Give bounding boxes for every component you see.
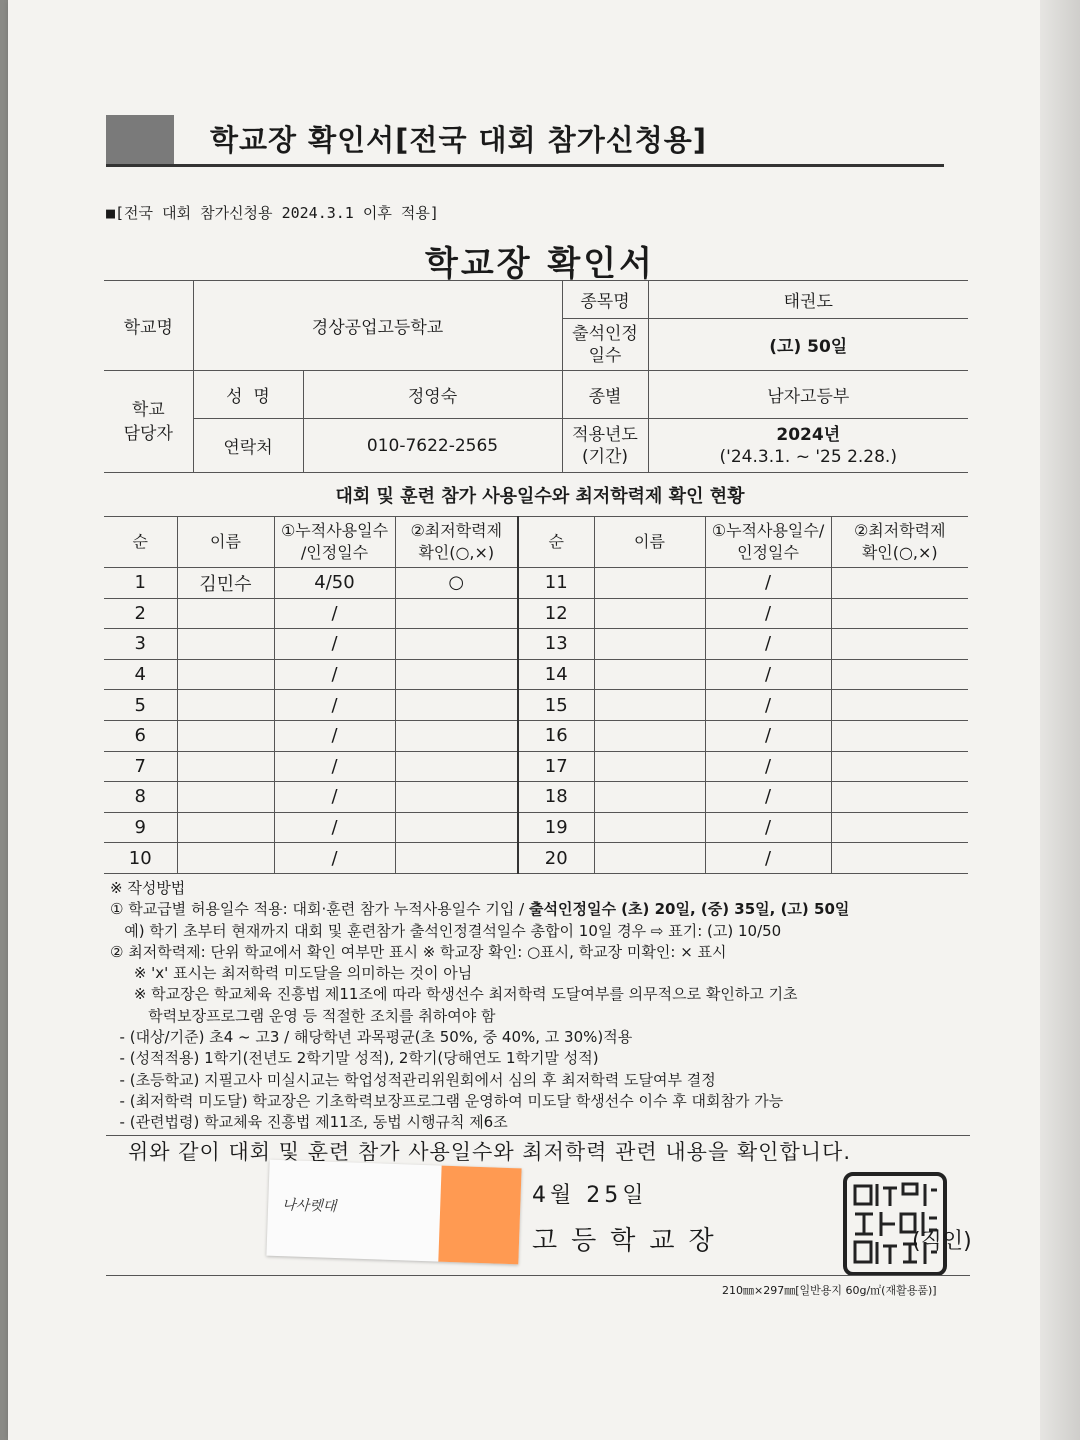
row-name-right [594,629,705,660]
row-name [177,659,274,690]
contact-label: 연락처 [193,419,303,473]
row-name [177,843,274,874]
row-name-right [594,843,705,874]
row-name-right [594,782,705,813]
row-no: 7 [104,751,177,782]
contact-value: 010-7622-2565 [303,419,562,473]
table-row [104,690,968,721]
row-days: / [274,629,395,660]
section-title: 대회 및 훈련 참가 사용일수와 최저학력제 확인 현황 [335,486,745,507]
event-label: 종목명 [562,281,648,319]
row-min-right [831,659,968,690]
note-9: - (최저학력 미도달) 학교장은 기초학력보장프로그램 운영하여 미도달 학생선수 이수 후 대회참가 가능 [110,1091,784,1110]
col-days-right: ①누적사용일수/ 인정일수 [705,517,831,568]
note-2: ② 최저학력제: 단위 학교에서 확인 여부만 표시 ※ 학교장 확인: ○표시, 학교장 미확인: × 표시 [110,942,727,961]
row-days-right: / [705,812,831,843]
row-no-right: 20 [518,843,594,874]
row-no: 2 [104,598,177,629]
notes-heading: ※ 작성방법 [110,879,186,897]
school-signature: 고등학교장 [532,1226,728,1256]
col-days: ①누적사용일수 /인정일수 [274,517,395,568]
confirm-text: 위와 같이 대회 및 훈련 참가 사용일수와 최저학력 관련 내용을 확인합니다. [128,1140,852,1164]
row-days: / [274,659,395,690]
row-days: / [274,843,395,874]
type-value: 남자고등부 [648,371,968,419]
row-days-right: / [705,751,831,782]
row-min: ○ [395,568,518,599]
table-row [104,568,968,599]
paper-stack-edge [1040,0,1080,1440]
row-name-right [594,751,705,782]
date-text: 4월 25일 [532,1183,648,1208]
row-no: 6 [104,720,177,751]
row-min [395,843,518,874]
note-1a-bold: 출석인정일수 (초) 20일, (중) 35일, (고) 50일 [529,900,850,919]
row-days: 4/50 [274,568,395,599]
row-days: / [274,812,395,843]
attendance-value: (고) 50일 [648,319,968,371]
row-days-right: / [705,690,831,721]
table-row [104,659,968,690]
row-no-right: 11 [518,568,594,599]
note-3: ※ 'x' 표시는 최저학력 미도달을 의미하는 것이 아님 [110,964,473,983]
row-min-right [831,690,968,721]
row-days-right: / [705,720,831,751]
row-no-right: 19 [518,812,594,843]
attendance-label: 출석인정 일수 [562,319,648,371]
row-name-right [594,720,705,751]
note-6: - (대상/기준) 초4 ~ 고3 / 해당학년 과목평균(초 50%, 중 40%, 고 30%)적용 [110,1028,633,1047]
row-no: 3 [104,629,177,660]
table-row [104,720,968,751]
manager-label: 학교 담당자 [104,371,193,473]
header-rule [106,164,944,167]
row-min [395,782,518,813]
year-value: 2024년 [776,424,841,445]
row-no-right: 13 [518,629,594,660]
row-no: 8 [104,782,177,813]
row-no-right: 18 [518,782,594,813]
table-row [104,782,968,813]
note-8: - (초등학교) 지필고사 미실시교는 학업성적관리위원회에서 심의 후 최저학력 도달여부 결정 [110,1070,716,1089]
row-name-right [594,598,705,629]
note-5: 학력보장프로그램 운영 등 적절한 조치를 취하여야 함 [110,1006,496,1025]
header-title: 학교장 확인서[전국 대회 참가신청용] [210,123,708,157]
row-days-right: / [705,568,831,599]
row-days-right: / [705,782,831,813]
info-table [104,280,968,473]
table-row [104,629,968,660]
row-min [395,751,518,782]
note-7: - (성적적용) 1학기(전년도 2학기말 성적), 2학기(당해연도 1학기말 성적) [110,1049,599,1068]
note-1a-text: ① 학교급별 허용일수 적용: 대회·훈련 참가 누적사용일수 기입 / [110,900,529,919]
row-min-right [831,751,968,782]
row-min-right [831,629,968,660]
row-min [395,629,518,660]
row-name [177,690,274,721]
row-name [177,598,274,629]
sticky-note [266,1160,521,1265]
row-min-right [831,720,968,751]
row-days-right: / [705,598,831,629]
sticky-note-flag [438,1166,521,1265]
type-label: 종별 [562,371,648,419]
row-no-right: 14 [518,659,594,690]
row-no: 10 [104,843,177,874]
year-label: 적용년도 (기간) [562,419,648,473]
row-name-right [594,568,705,599]
row-name [177,720,274,751]
row-days-right: / [705,629,831,660]
row-min-right [831,843,968,874]
table-row [104,843,968,874]
row-no-right: 12 [518,598,594,629]
row-name [177,751,274,782]
col-no: 순 [104,517,177,568]
name-label: 성 명 [193,371,303,419]
row-days: / [274,598,395,629]
note-10: - (관련법령) 학교체육 진흥법 제11조, 동법 시행규칙 제6조 [110,1113,508,1132]
event-value: 태권도 [648,281,968,319]
bottom-rule [106,1275,970,1276]
row-name-right [594,659,705,690]
sticky-note-text: 나사렛대 [281,1197,337,1215]
row-name-right [594,812,705,843]
note-1a [110,899,970,920]
paper-size-note: 210㎜×297㎜[일반용지 60g/㎡(재활용품)] [722,1284,937,1297]
row-days-right: / [705,659,831,690]
row-days: / [274,751,395,782]
row-no-right: 17 [518,751,594,782]
row-name [177,629,274,660]
name-value: 정영숙 [303,371,562,419]
col-min-right: ②최저학력제 확인(○,×) [831,517,968,568]
row-min [395,659,518,690]
row-min [395,598,518,629]
note-1b: 예) 학기 초부터 현재까지 대회 및 훈련참가 출석인정결석일수 총합이 10일 경우 ⇨ 표기: (고) 10/50 [110,921,782,940]
row-name-right [594,690,705,721]
row-min-right [831,598,968,629]
row-days-right: / [705,843,831,874]
col-name-right: 이름 [594,517,705,568]
row-min-right [831,568,968,599]
instructions [110,878,970,1134]
form-subnote: ■[전국 대회 참가신청용 2024.3.1 이후 적용] [106,204,439,222]
row-min [395,690,518,721]
row-no: 1 [104,568,177,599]
row-min [395,812,518,843]
col-min: ②최저학력제 확인(○,×) [395,517,518,568]
row-name: 김민수 [177,568,274,599]
table-row [104,751,968,782]
row-min-right [831,782,968,813]
table-row [104,812,968,843]
header-gray-block [106,115,174,167]
row-no-right: 15 [518,690,594,721]
row-no: 5 [104,690,177,721]
col-name: 이름 [177,517,274,568]
seal-paren: (직인) [912,1229,972,1254]
row-days: / [274,782,395,813]
school-value: 경상공업고등학교 [193,281,562,371]
row-days: / [274,690,395,721]
table-row [104,598,968,629]
row-no: 9 [104,812,177,843]
usage-grid [104,516,968,874]
row-days: / [274,720,395,751]
row-min-right [831,812,968,843]
row-no: 4 [104,659,177,690]
main-title: 학교장 확인서 [425,244,655,284]
row-no-right: 16 [518,720,594,751]
note-4: ※ 학교장은 학교체육 진흥법 제11조에 따라 학생선수 최저학력 도달여부를 의무적으로 확인하고 기초 [110,985,798,1004]
row-name [177,782,274,813]
period-value: ('24.3.1. ~ '25 2.28.) [719,446,897,467]
row-min [395,720,518,751]
row-name [177,812,274,843]
year-cell [648,419,968,473]
school-label: 학교명 [104,281,193,371]
col-no-right: 순 [518,517,594,568]
